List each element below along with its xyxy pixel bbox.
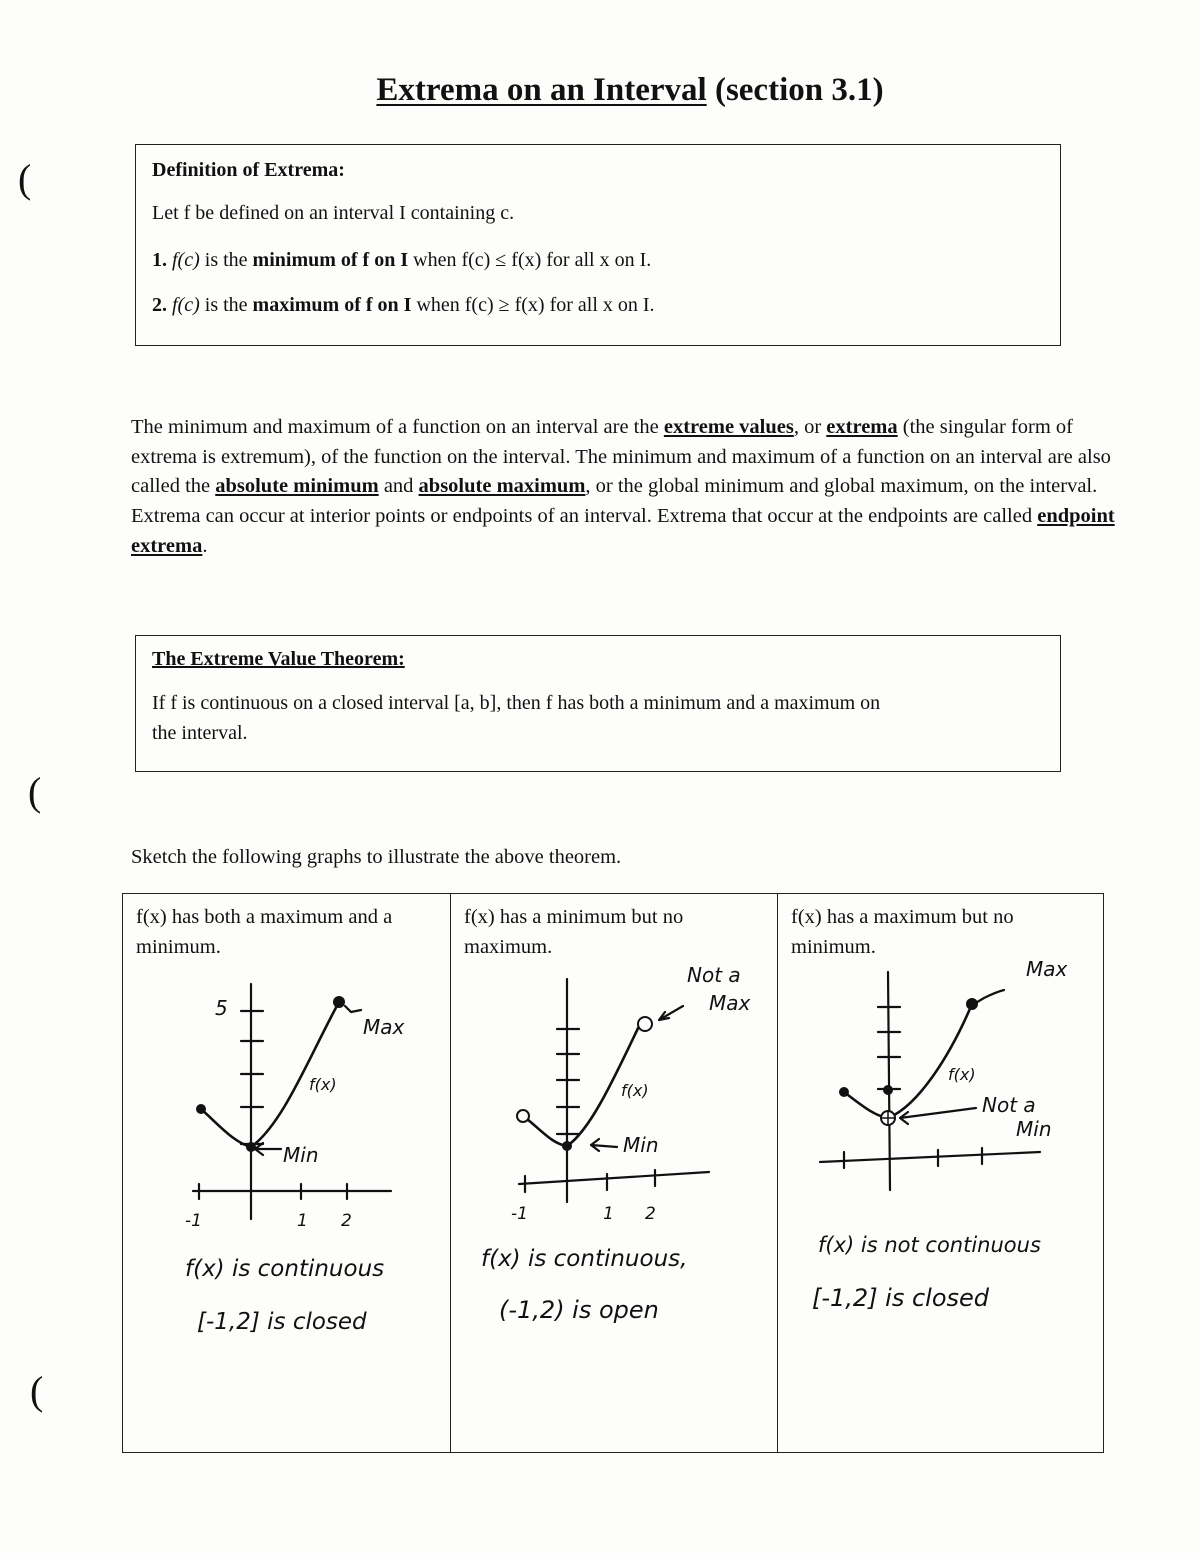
definition-box — [135, 144, 1061, 346]
label-min: Min — [623, 1133, 659, 1157]
endpoint-dot — [196, 1104, 206, 1114]
tick-1: 1 — [603, 1204, 614, 1224]
item-bold: maximum of f on I — [252, 294, 412, 316]
label-five: 5 — [215, 996, 228, 1020]
note-interval: [-1,2] is closed — [197, 1309, 367, 1335]
cell-caption: f(x) has a minimum but no maximum. — [464, 906, 684, 958]
label-not-a: Not a — [687, 963, 741, 987]
paragraph-text: and — [378, 475, 419, 498]
tick-1: 1 — [297, 1211, 308, 1231]
sketch-cell-both — [123, 894, 450, 1452]
theorem-box — [135, 635, 1061, 772]
title-main: Extrema on an Interval — [376, 72, 707, 108]
open-endpoint — [517, 1110, 529, 1122]
x-axis — [519, 1172, 709, 1184]
graph-both-extrema — [123, 894, 450, 1452]
item-tail: when f(c) ≤ f(x) for all x on I. — [413, 249, 652, 271]
paragraph-text: . — [202, 534, 208, 557]
note-interval: [-1,2] is closed — [812, 1284, 990, 1312]
cell-caption: f(x) has both a maximum and a minimum. — [136, 906, 393, 958]
label-fx: f(x) — [309, 1075, 337, 1094]
term-absolute-minimum: absolute minimum — [215, 475, 379, 498]
extrema-paragraph — [131, 413, 1131, 562]
tick-neg1: -1 — [511, 1204, 528, 1224]
sketch-cell-max-only — [777, 894, 1103, 1452]
paragraph-text: , or the global minimum and global maximum, on the interval. Extrema can occur at interior points or endpoints of an interval. Extrema that occur at the endpoints are called — [131, 475, 1098, 528]
sketch-grid — [122, 893, 1104, 1453]
paragraph-text: (the singular form of extrema is extremum), of the function on the interval. The minimum and maximum of a function on an interval are also called the — [131, 416, 1111, 498]
note-interval: (-1,2) is open — [499, 1296, 659, 1324]
max-dot — [333, 996, 345, 1008]
label-max: Max — [363, 1015, 405, 1039]
open-endpoint — [638, 1017, 652, 1031]
item-fc: f(c) — [172, 294, 200, 316]
label-fx: f(x) — [948, 1065, 976, 1084]
label-min: Min — [1016, 1117, 1052, 1141]
item-tail: when f(c) ≥ f(x) for all x on I. — [416, 294, 655, 316]
definition-intro: Let f be defined on an interval I containing c. — [152, 202, 515, 224]
label-max: Max — [709, 991, 751, 1015]
tick-2: 2 — [341, 1211, 352, 1231]
item-mid: is the — [204, 249, 248, 271]
label-min: Min — [283, 1143, 319, 1167]
term-endpoint-extrema: endpoint extrema — [131, 505, 1115, 557]
definition-item-1 — [152, 249, 651, 272]
y-axis — [888, 972, 890, 1190]
title-section: (section 3.1) — [714, 72, 884, 108]
term-extreme-values: extreme values — [663, 416, 794, 438]
theorem-line-2: the interval. — [152, 722, 248, 744]
label-max: Max — [1026, 957, 1068, 981]
binder-hole-mark: ( — [28, 769, 42, 814]
tick-neg1: -1 — [185, 1211, 202, 1231]
label-not-a: Not a — [982, 1093, 1036, 1117]
paragraph-text: , or — [793, 416, 827, 438]
min-dot — [246, 1142, 256, 1152]
item-number: 2. — [152, 294, 167, 316]
min-dot — [562, 1141, 572, 1151]
item-mid: is the — [204, 294, 248, 316]
sketch-cell-min-only — [450, 894, 777, 1452]
function-curve — [844, 1004, 972, 1118]
term-extrema: extrema — [826, 416, 898, 438]
sketch-prompt: Sketch the following graphs to illustrate the above theorem. — [131, 846, 622, 868]
item-bold: minimum of f on I — [252, 249, 409, 271]
graph-max-no-min — [778, 894, 1102, 1452]
tick-2: 2 — [645, 1204, 656, 1224]
paragraph-text: The minimum and maximum of a function on an interval are the — [131, 416, 664, 438]
definition-heading: Definition of Extrema: — [152, 159, 345, 181]
definition-item-2 — [152, 294, 655, 317]
x-axis — [820, 1152, 1040, 1162]
graph-min-no-max — [451, 894, 777, 1452]
term-absolute-maximum: absolute maximum — [418, 475, 586, 498]
function-value-dot — [883, 1085, 893, 1095]
note-continuity: f(x) is continuous — [185, 1256, 385, 1282]
item-fc: f(c) — [172, 249, 200, 271]
endpoint-dot — [839, 1087, 849, 1097]
note-continuity: f(x) is not continuous — [818, 1233, 1041, 1257]
binder-hole-mark: ( — [30, 1368, 44, 1413]
binder-hole-mark: ( — [18, 156, 32, 201]
label-fx: f(x) — [621, 1081, 649, 1100]
item-number: 1. — [152, 249, 167, 271]
page-title — [0, 72, 1200, 109]
theorem-heading: The Extreme Value Theorem: — [152, 648, 405, 670]
theorem-line-1: If f is continuous on a closed interval [a, b], then f has both a minimum and a maximum on — [152, 692, 881, 714]
note-continuity: f(x) is continuous, — [481, 1246, 688, 1272]
max-dot — [966, 998, 978, 1010]
cell-caption: f(x) has a maximum but no minimum. — [791, 906, 1014, 958]
